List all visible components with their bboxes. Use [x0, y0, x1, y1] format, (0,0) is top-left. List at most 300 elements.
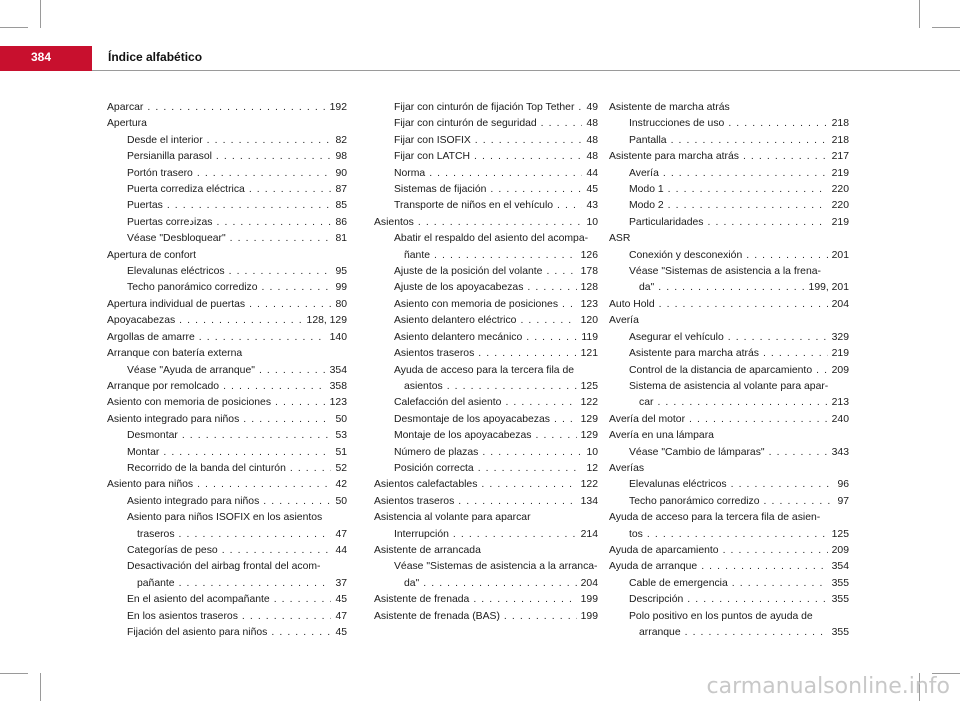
index-entry [609, 313, 849, 329]
index-entry-term: Norma [394, 167, 426, 179]
index-column-2 [374, 100, 598, 625]
leader-dots [430, 248, 577, 264]
index-entry-page: 47 [335, 528, 347, 540]
index-entry [107, 182, 347, 198]
index-entry [374, 346, 598, 362]
index-entry-page: 355 [831, 577, 849, 589]
leader-dots [500, 609, 577, 625]
leader-dots [159, 445, 331, 461]
index-entry-term: arranque [639, 627, 681, 638]
index-entry [107, 625, 347, 641]
index-entry [107, 133, 347, 149]
index-entry-term: Descripción [629, 594, 684, 606]
index-entry-page: 12 [586, 462, 598, 474]
leader-dots [742, 248, 827, 264]
leader-dots [469, 592, 576, 608]
index-entry [609, 428, 849, 444]
index-entry-page: 123 [580, 298, 598, 310]
index-entry-page: 95 [335, 266, 347, 278]
leader-dots [542, 264, 576, 280]
leader-dots [683, 592, 827, 608]
leader-dots [643, 527, 828, 543]
index-entry-page: 355 [831, 594, 849, 606]
index-entry-term: Avería en una lámpara [609, 430, 714, 442]
leader-dots [270, 592, 332, 608]
index-entry [609, 609, 849, 625]
leader-dots [759, 346, 828, 362]
index-entry-term: Montaje de los apoyacabezas [394, 430, 532, 442]
crop-mark [919, 0, 920, 28]
index-entry [609, 477, 849, 493]
index-entry-page: 10 [586, 216, 598, 228]
index-entry-page: 42 [335, 479, 347, 491]
leader-dots [271, 395, 326, 411]
index-entry-term: Elevalunas eléctricos [629, 479, 727, 491]
index-entry-page: 81 [335, 233, 347, 245]
leader-dots [143, 100, 325, 116]
index-entry-page: 48 [586, 118, 598, 130]
index-entry-page: 96 [837, 479, 849, 491]
leader-dots [553, 198, 582, 214]
leader-dots [727, 477, 834, 493]
leader-dots [474, 346, 576, 362]
index-entry [609, 363, 849, 379]
index-entry-page: 45 [586, 184, 598, 196]
leader-dots [760, 494, 834, 510]
index-entry-term: da" [404, 577, 420, 589]
index-entry-term: Cable de emergencia [629, 577, 728, 589]
index-entry [374, 297, 598, 313]
index-entry-term: Asistencia al volante para aparcar [374, 512, 531, 524]
index-entry [374, 395, 598, 411]
index-entry [374, 248, 598, 264]
index-entry-term: Instrucciones de uso [629, 118, 725, 130]
index-entry-term: Asientos traseros [394, 348, 475, 360]
index-entry [107, 280, 347, 296]
index-entry-term: Averías [609, 462, 645, 474]
index-entry-term: Desde el interior [127, 134, 203, 146]
leader-dots [516, 313, 576, 329]
index-entry [374, 313, 598, 329]
index-entry [374, 559, 598, 575]
leader-dots [414, 215, 583, 231]
index-entry-page: 343 [831, 446, 849, 458]
index-entry-page: 214 [580, 528, 598, 540]
index-entry-page: 48 [586, 151, 598, 163]
leader-dots [664, 182, 828, 198]
index-entry-term: Techo panorámico corredizo [629, 495, 760, 507]
index-entry-term: Asistente para marcha atrás [629, 348, 759, 360]
index-entry [107, 330, 347, 346]
index-entry-term: Abatir el respaldo del asiento del acompa- [394, 233, 589, 245]
leader-dots [685, 412, 828, 428]
crop-mark [40, 0, 41, 28]
leader-dots [501, 395, 576, 411]
index-entry-term: Ayuda de arranque [609, 561, 698, 573]
leader-dots [724, 116, 827, 132]
index-entry-term: Asistente para marcha atrás [609, 151, 739, 163]
index-entry-term: traseros [137, 528, 175, 540]
index-entry [107, 543, 347, 559]
index-entry [107, 609, 347, 625]
index-entry-page: 37 [335, 577, 347, 589]
index-entry [609, 592, 849, 608]
index-entry-term: Argollas de amarre [107, 331, 195, 343]
leader-dots [471, 133, 583, 149]
leader-dots [212, 149, 332, 165]
index-entry-term: Sistema de asistencia al volante para apar- [629, 380, 829, 392]
index-entry-term: Modo 1 [629, 184, 664, 196]
index-entry [374, 477, 598, 493]
index-entry [107, 215, 347, 231]
leader-dots [522, 330, 577, 346]
index-entry-page: 50 [335, 413, 347, 425]
index-entry-term: Ajuste de la posición del volante [394, 266, 543, 278]
watermark: carmanualsonline.info [706, 674, 950, 699]
leader-dots [719, 543, 828, 559]
index-entry-term: Apertura [107, 118, 147, 130]
index-entry-page: 218 [831, 134, 849, 146]
leader-dots [724, 330, 828, 346]
index-entry [107, 428, 347, 444]
index-entry [609, 133, 849, 149]
index-entry [609, 166, 849, 182]
index-entry [374, 166, 598, 182]
index-entry-term: Arranque por remolcado [107, 380, 220, 392]
leader-dots [245, 182, 332, 198]
index-entry-term: Véase "Sistemas de asistencia a la arranca- [394, 561, 598, 573]
index-entry-term: Véase "Desbloquear" [127, 233, 226, 245]
leader-dots [218, 543, 332, 559]
index-entry-term: Polo positivo en los puntos de ayuda de [629, 610, 813, 622]
leader-dots [259, 494, 331, 510]
index-entry-term: car [639, 397, 654, 409]
index-entry-page: 218 [831, 118, 849, 130]
index-entry [107, 576, 347, 592]
index-entry-term: Desmontar [127, 430, 178, 442]
index-entry [107, 477, 347, 493]
index-entry-page: 50 [335, 495, 347, 507]
leader-dots [704, 215, 828, 231]
index-entry [374, 182, 598, 198]
index-entry [374, 494, 598, 510]
index-entry [107, 363, 347, 379]
index-entry-page: 354 [831, 561, 849, 573]
index-entry-term: Montar [127, 446, 160, 458]
leader-dots [523, 280, 576, 296]
index-entry-term: Véase "Cambio de lámparas" [629, 446, 765, 458]
index-entry [107, 100, 347, 116]
index-entry [374, 231, 598, 247]
index-entry-term: Fijar con cinturón de seguridad [394, 118, 537, 130]
index-entry-term: Aparcar [107, 102, 144, 113]
index-entry-term: Control de la distancia de aparcamiento [629, 364, 813, 376]
index-entry-term: Véase "Ayuda de arranque" [127, 364, 255, 376]
index-entry [609, 395, 849, 411]
index-entry [609, 543, 849, 559]
index-entry-page: 220 [831, 200, 849, 212]
index-entry-page: 121 [580, 348, 598, 360]
leader-dots [193, 166, 332, 182]
index-entry-term: Asiento delantero mecánico [394, 331, 523, 343]
index-entry-term: tos [629, 528, 643, 540]
index-entry-term: Ayuda de acceso para la tercera fila de [394, 364, 575, 376]
leader-dots [258, 280, 332, 296]
index-entry-term: Asientos [374, 216, 414, 228]
index-entry-term: Asiento con memoria de posiciones [394, 298, 559, 310]
index-entry [374, 215, 598, 231]
index-entry-term: Avería [609, 315, 639, 327]
index-entry-page: 120 [580, 315, 598, 327]
index-column-1 [107, 100, 347, 641]
index-entry-term: Asistente de arrancada [374, 544, 481, 556]
crop-mark [0, 673, 28, 674]
leader-dots [697, 559, 827, 575]
index-entry-term: ASR [609, 233, 631, 245]
index-entry [107, 395, 347, 411]
leader-dots [454, 494, 576, 510]
leader-dots [659, 166, 828, 182]
index-entry [107, 166, 347, 182]
index-entry-page: 178 [580, 266, 598, 278]
index-entry-page: 354 [329, 364, 347, 376]
index-entry [609, 379, 849, 395]
index-entry-page: 45 [335, 594, 347, 606]
index-entry-term: Avería [629, 167, 659, 179]
index-entry-term: Fijar con cinturón de fijación Top Tether [394, 102, 575, 113]
leader-dots [443, 379, 577, 395]
leader-dots [195, 330, 326, 346]
index-entry [609, 297, 849, 313]
crop-mark [0, 27, 28, 28]
leader-dots [655, 297, 828, 313]
index-entry-page: 219 [831, 348, 849, 360]
index-entry [107, 264, 347, 280]
index-entry [609, 461, 849, 477]
index-entry-term: Auto Hold [609, 298, 655, 310]
leader-dots [175, 313, 302, 329]
index-entry-page: 53 [335, 430, 347, 442]
index-entry-page: 44 [586, 167, 598, 179]
index-entry-page: 219 [831, 167, 849, 179]
leader-dots [425, 166, 582, 182]
index-entry-page: 80 [335, 298, 347, 310]
index-entry-page: 90 [335, 167, 347, 179]
index-entry [107, 412, 347, 428]
index-entry-page: 125 [831, 528, 849, 540]
index-entry [107, 461, 347, 477]
page-number: 384 [31, 50, 52, 64]
leader-dots [219, 379, 326, 395]
index-entry [107, 198, 347, 214]
index-entry [374, 379, 598, 395]
index-entry-page: 86 [335, 216, 347, 228]
index-entry-term: Número de plazas [394, 446, 479, 458]
index-entry [107, 559, 347, 575]
index-entry-page: 128 [580, 282, 598, 294]
index-entry-term: Calefacción del asiento [394, 397, 502, 409]
index-entry-term: Interrupción [394, 528, 449, 540]
index-entry-term: asientos [404, 380, 443, 392]
index-entry-page: 329 [831, 331, 849, 343]
header-rule [92, 70, 960, 71]
index-entry-term: Véase "Sistemas de asistencia a la frena- [629, 266, 821, 278]
leader-dots [812, 363, 828, 379]
index-entry [609, 330, 849, 346]
leader-dots [178, 428, 332, 444]
leader-dots [449, 527, 577, 543]
index-entry [107, 231, 347, 247]
leader-dots [550, 412, 577, 428]
index-entry [609, 182, 849, 198]
leader-dots [653, 395, 827, 411]
index-entry [374, 527, 598, 543]
index-entry [609, 445, 849, 461]
index-entry-page: 204 [580, 577, 598, 589]
index-entry [107, 149, 347, 165]
index-entry-term: Avería del motor [609, 413, 686, 425]
index-entry-term: Categorías de peso [127, 544, 218, 556]
index-entry-page: 43 [586, 200, 598, 212]
index-entry [107, 379, 347, 395]
index-entry-page: 47 [335, 610, 347, 622]
index-entry [107, 592, 347, 608]
index-entry [374, 363, 598, 379]
index-entry-term: Puertas correدizas [127, 216, 213, 228]
index-entry [609, 231, 849, 247]
index-entry-page: 97 [837, 495, 849, 507]
index-entry-page: 199 [580, 594, 598, 606]
index-entry-term: Sistemas de fijación [394, 184, 487, 196]
leader-dots [193, 477, 331, 493]
index-entry-term: Asiento integrado para niños [107, 413, 240, 425]
index-entry-page: 240 [831, 413, 849, 425]
index-entry-term: Arranque con batería externa [107, 348, 243, 360]
index-entry-term: Desactivación del airbag frontal del acom- [127, 561, 321, 573]
index-entry-term: da" [639, 282, 655, 294]
index-entry-page: 85 [335, 200, 347, 212]
leader-dots [213, 215, 332, 231]
index-entry-term: Fijar con ISOFIX [394, 134, 471, 146]
index-entry-term: Asiento para niños [107, 479, 194, 491]
index-entry [374, 609, 598, 625]
index-entry-term: Pantalla [629, 134, 667, 146]
crop-mark [932, 27, 960, 28]
index-entry-term: Asiento para niños ISOFIX en los asientos [127, 512, 323, 524]
page-title: Índice alfabético [108, 50, 203, 64]
index-entry [609, 149, 849, 165]
index-entry-page: 209 [831, 364, 849, 376]
index-entry-page: 219 [831, 216, 849, 228]
index-entry-page: 122 [580, 397, 598, 409]
index-entry-term: Conexión y desconexión [629, 249, 743, 261]
index-entry [609, 215, 849, 231]
leader-dots [558, 297, 577, 313]
leader-dots [765, 445, 828, 461]
index-entry [609, 510, 849, 526]
index-entry-term: Apertura de confort [107, 249, 196, 261]
leader-dots [531, 428, 576, 444]
index-entry-term: Posición correcta [394, 462, 474, 474]
index-entry [374, 116, 598, 132]
index-entry-page: 134 [580, 495, 598, 507]
index-entry-page: 48 [586, 134, 598, 146]
index-entry-page: 129 [580, 430, 598, 442]
index-entry [609, 280, 849, 296]
index-entry-term: Asiento integrado para niños [127, 495, 260, 507]
index-entry [107, 297, 347, 313]
leader-dots [574, 100, 582, 116]
index-entry-term: Asistente de frenada [374, 594, 470, 606]
leader-dots [175, 527, 332, 543]
index-entry-term: Techo panorámico corredizo [127, 282, 258, 294]
index-entry-term: Asientos traseros [374, 495, 455, 507]
index-entry-page: 123 [329, 397, 347, 409]
leader-dots [486, 182, 582, 198]
index-entry-page: 217 [831, 151, 849, 163]
index-entry-term: Particularidades [629, 216, 704, 228]
leader-dots [681, 625, 828, 641]
leader-dots [478, 445, 582, 461]
leader-dots [654, 280, 804, 296]
crop-mark [40, 673, 41, 701]
index-entry [374, 428, 598, 444]
index-entry-page: 10 [586, 446, 598, 458]
index-entry-term: En los asientos traseros [127, 610, 238, 622]
leader-dots [239, 412, 331, 428]
index-entry-page: 45 [335, 627, 347, 638]
index-entry [609, 625, 849, 641]
index-entry-term: Asistente de frenada (BAS) [374, 610, 500, 622]
index-entry [107, 494, 347, 510]
index-entry-term: Asistente de marcha atrás [609, 102, 730, 113]
leader-dots [286, 461, 332, 477]
index-entry [107, 527, 347, 543]
leader-dots [226, 231, 332, 247]
leader-dots [728, 576, 828, 592]
leader-dots [470, 149, 582, 165]
index-entry-page: 99 [335, 282, 347, 294]
index-entry-page: 119 [581, 331, 598, 343]
index-entry-page: 355 [831, 627, 849, 638]
index-entry-page: 129 [580, 413, 598, 425]
index-entry-term: Portón trasero [127, 167, 193, 179]
index-entry [609, 576, 849, 592]
index-entry [107, 116, 347, 132]
index-entry-page: 49 [586, 102, 598, 113]
index-entry-term: Fijación del asiento para niños [127, 627, 268, 638]
leader-dots [203, 133, 332, 149]
index-entry-page: 98 [335, 151, 347, 163]
index-entry [609, 346, 849, 362]
index-entry-page: 199, 201 [808, 282, 849, 294]
index-entry-term: Puertas [127, 200, 163, 212]
index-entry [107, 445, 347, 461]
index-entry-page: 128, 129 [306, 315, 347, 327]
leader-dots [477, 477, 576, 493]
index-entry [374, 461, 598, 477]
index-entry [609, 100, 849, 116]
index-entry [609, 116, 849, 132]
leader-dots [163, 198, 332, 214]
index-entry-term: Ayuda de aparcamiento [609, 544, 719, 556]
index-entry-term: Ayuda de acceso para la tercera fila de asien- [609, 512, 821, 524]
index-entry [374, 198, 598, 214]
index-entry [374, 100, 598, 116]
index-entry-term: pañante [137, 577, 175, 589]
index-entry [609, 494, 849, 510]
index-entry-page: 140 [329, 331, 347, 343]
